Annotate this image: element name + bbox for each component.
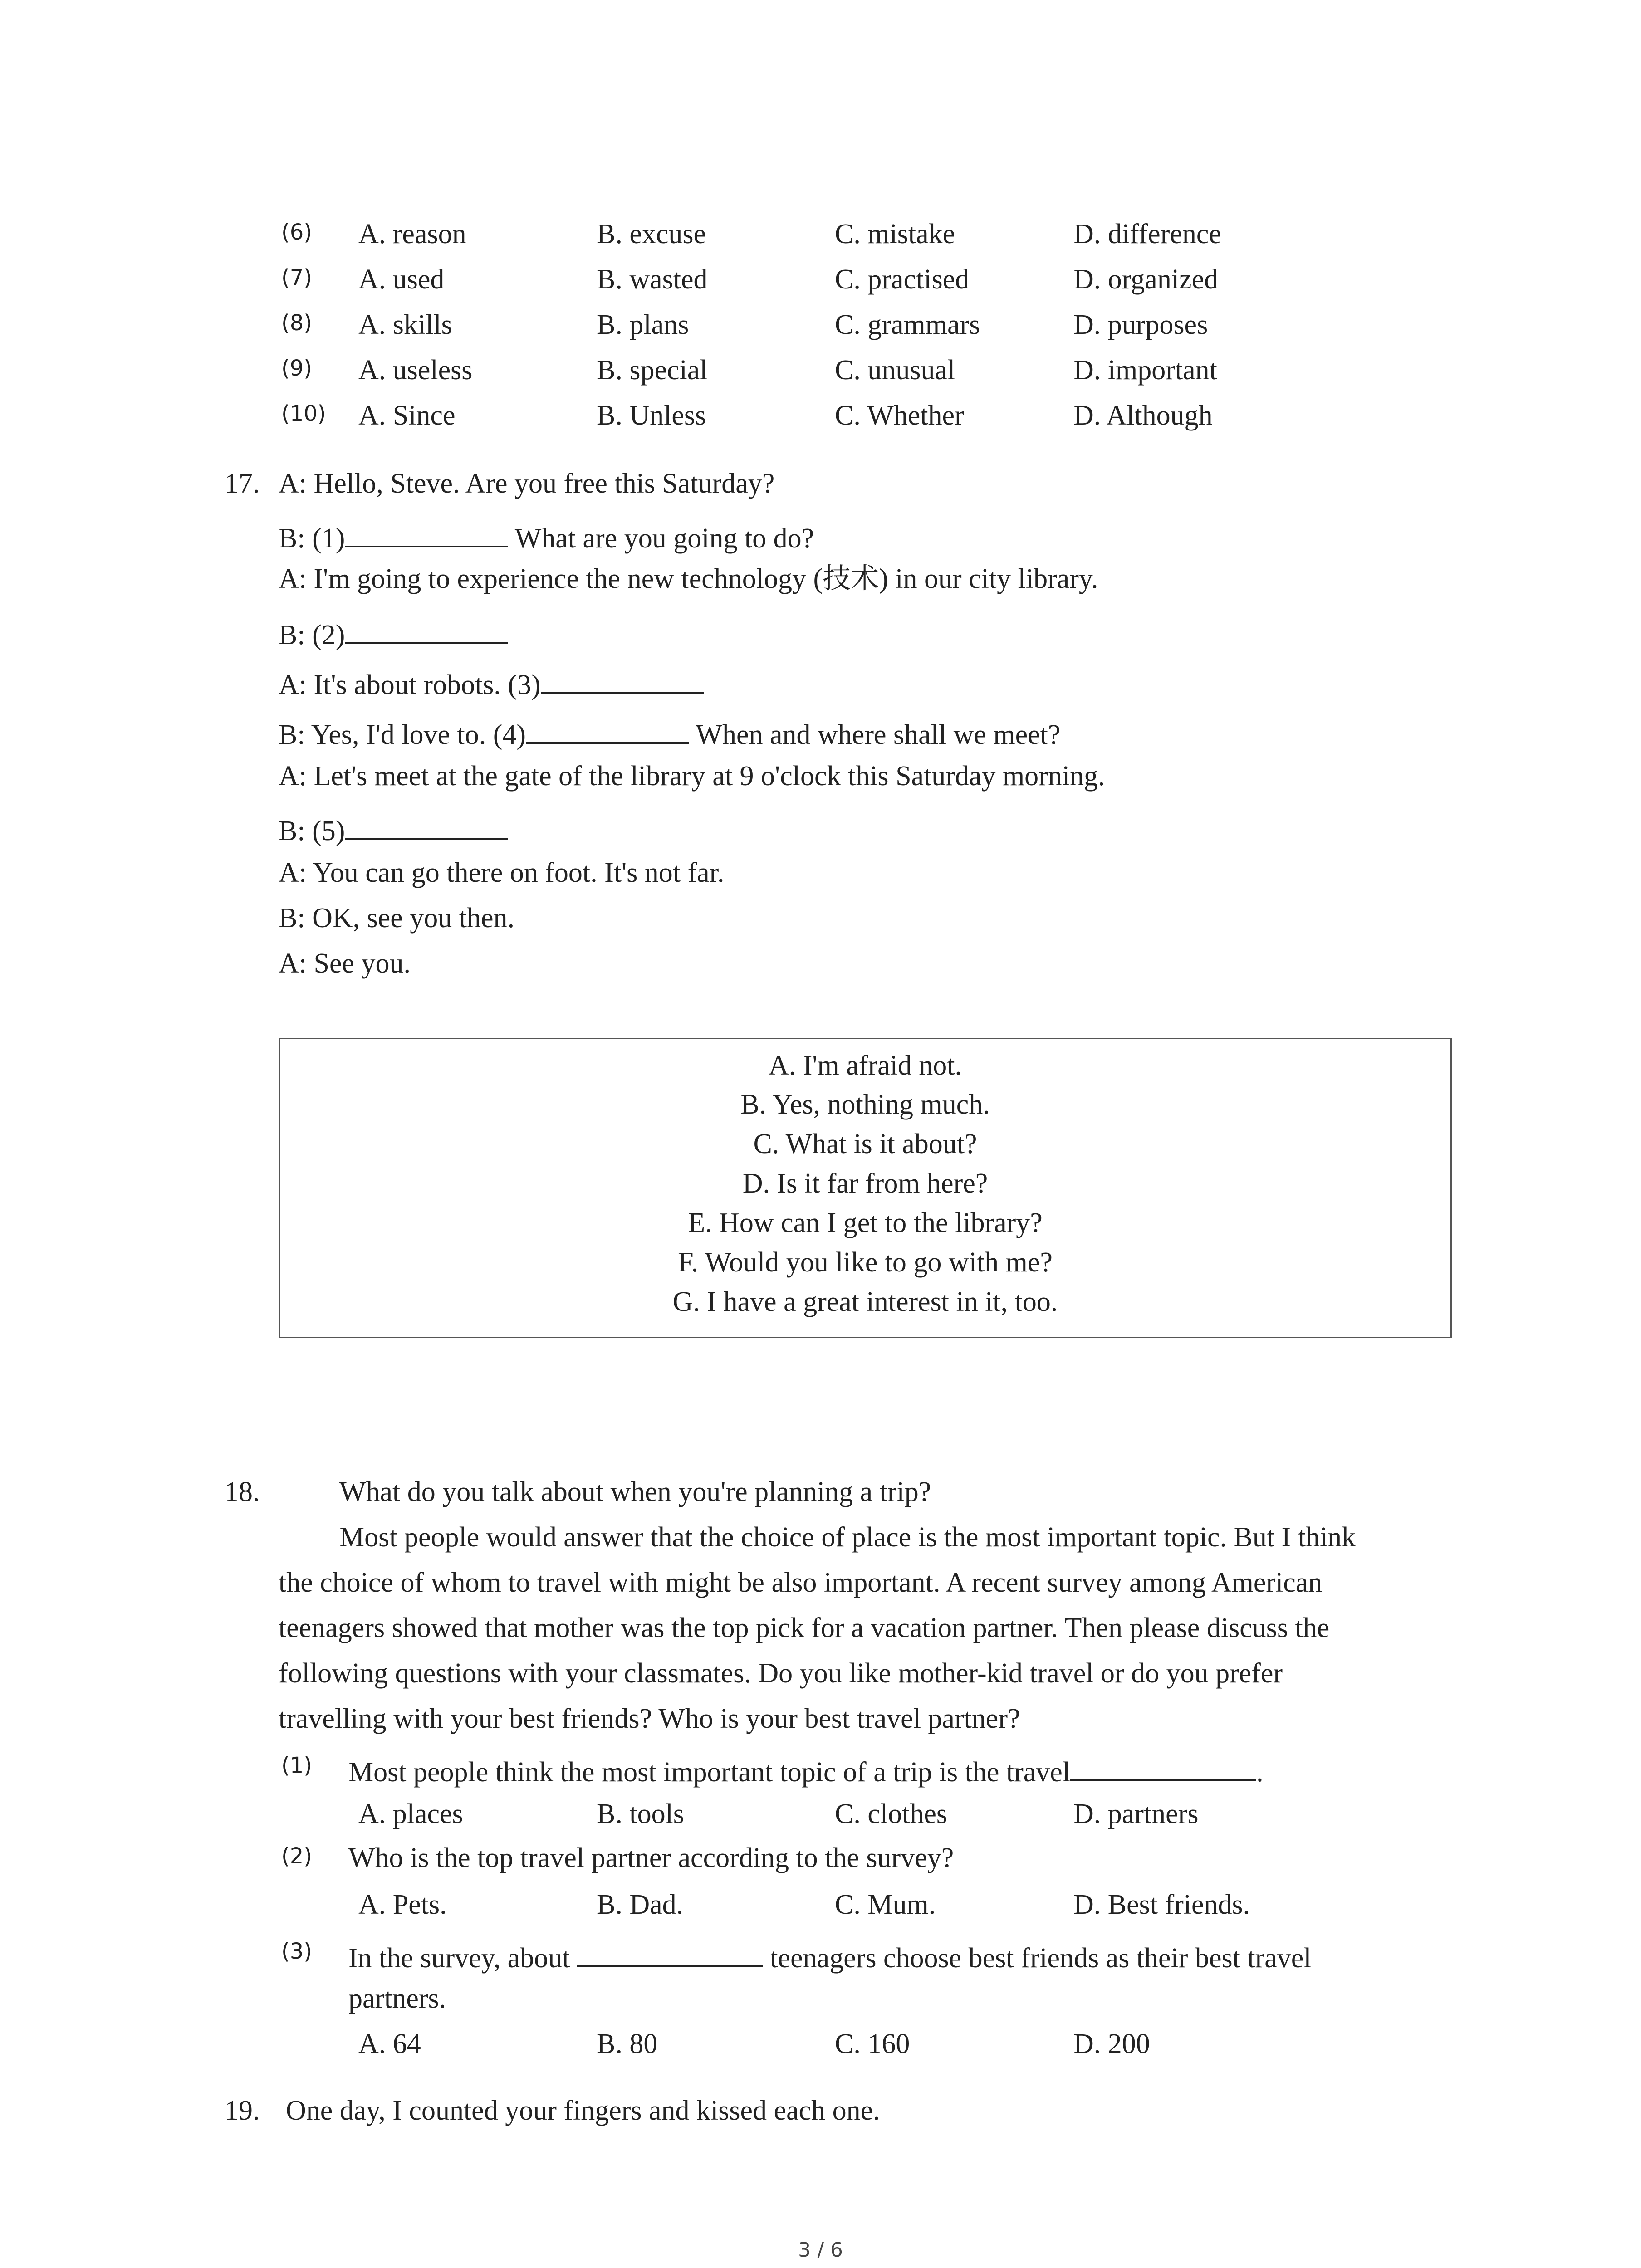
- dialogue-line: [279, 716, 1060, 749]
- passage-line: following questions with your classmates. Do you like mother-kid travel or do you prefer: [279, 1658, 1283, 1689]
- answer-blank[interactable]: [345, 812, 508, 840]
- box-option: D. Is it far from here?: [742, 1168, 988, 1199]
- option: B. plans: [597, 309, 689, 340]
- passage-line: Most people would answer that the choice of place is the most important topic. But I think: [339, 1522, 1356, 1553]
- dialogue-text: What are you going to do?: [514, 523, 814, 554]
- option: B. special: [597, 355, 708, 386]
- dialogue-text: B: Yes, I'd love to. (4): [279, 719, 526, 750]
- box-option: E. How can I get to the library?: [688, 1207, 1043, 1238]
- page-number: 3 / 6: [798, 2239, 843, 2262]
- item-number: (10): [281, 401, 326, 426]
- option: D. partners: [1073, 1799, 1199, 1829]
- question-number: 17.: [225, 468, 260, 499]
- dialogue-text: B: (5): [279, 816, 345, 846]
- answer-blank[interactable]: [345, 519, 508, 547]
- item-number: (1): [281, 1753, 312, 1778]
- dialogue-line: B: OK, see you then.: [279, 903, 515, 934]
- box-option: A. I'm afraid not.: [768, 1050, 962, 1081]
- option: A. skills: [358, 309, 452, 340]
- option: D. difference: [1073, 219, 1221, 249]
- options-box: [279, 1038, 1452, 1338]
- sub-question-text: partners.: [348, 1983, 446, 2014]
- option: B. wasted: [597, 264, 708, 295]
- option: A. used: [358, 264, 445, 295]
- question-number: 19.: [225, 2095, 260, 2126]
- question-number: 18.: [225, 1476, 260, 1507]
- dialogue-text: A: It's about robots. (3): [279, 670, 541, 700]
- sub-question-text: Most people think the most important topic of a trip is the travel: [348, 1757, 1071, 1788]
- sub-question-text: teenagers choose best friends as their best travel: [770, 1943, 1312, 1974]
- passage-heading: What do you talk about when you're planning a trip?: [339, 1476, 931, 1507]
- dialogue-line: [279, 812, 508, 845]
- option: A. useless: [358, 355, 473, 386]
- box-option: G. I have a great interest in it, too.: [672, 1286, 1058, 1317]
- dialogue-line: A: Let's meet at the gate of the library at 9 o'clock this Saturday morning.: [279, 761, 1105, 792]
- option: D. organized: [1073, 264, 1219, 295]
- option: D. important: [1073, 355, 1217, 386]
- option: C. mistake: [835, 219, 955, 249]
- sub-question: [348, 1753, 1264, 1786]
- option: D. purposes: [1073, 309, 1208, 340]
- option: C. unusual: [835, 355, 955, 386]
- option: B. excuse: [597, 219, 706, 249]
- dialogue-line: [279, 519, 814, 552]
- question-text: One day, I counted your fingers and kissed each one.: [286, 2095, 880, 2126]
- dialogue-line: [279, 666, 704, 699]
- item-number: (2): [281, 1843, 312, 1869]
- option: A. Since: [358, 400, 456, 431]
- dialogue-line: A: Hello, Steve. Are you free this Saturday?: [279, 468, 775, 499]
- sub-question-text: Who is the top travel partner according to the survey?: [348, 1843, 954, 1873]
- option: A. Pets.: [358, 1889, 447, 1920]
- sub-question-end: .: [1256, 1757, 1264, 1788]
- sub-question-text: In the survey, about: [348, 1943, 570, 1974]
- option: B. 80: [597, 2028, 658, 2059]
- option: C. grammars: [835, 309, 980, 340]
- passage-line: teenagers showed that mother was the top pick for a vacation partner. Then please discuss the: [279, 1613, 1330, 1643]
- option: C. 160: [835, 2028, 910, 2059]
- option: C. practised: [835, 264, 970, 295]
- option: C. Mum.: [835, 1889, 936, 1920]
- dialogue-line: [279, 616, 508, 649]
- item-number: (9): [281, 356, 312, 381]
- option: C. Whether: [835, 400, 964, 431]
- option: D. 200: [1073, 2028, 1150, 2059]
- dialogue-text: When and where shall we meet?: [696, 719, 1061, 750]
- dialogue-line: A: You can go there on foot. It's not far.: [279, 857, 725, 888]
- option: B. Dad.: [597, 1889, 684, 1920]
- option: A. reason: [358, 219, 466, 249]
- dialogue-line: A: I'm going to experience the new technology (技术) in our city library.: [279, 563, 1098, 594]
- passage-line: the choice of whom to travel with might be also important. A recent survey among American: [279, 1567, 1323, 1598]
- dialogue-text: B: (2): [279, 620, 345, 650]
- option: C. clothes: [835, 1799, 947, 1829]
- item-number: (8): [281, 310, 312, 336]
- item-number: (6): [281, 220, 312, 245]
- answer-blank[interactable]: [1070, 1753, 1256, 1781]
- option: B. tools: [597, 1799, 684, 1829]
- option: B. Unless: [597, 400, 706, 431]
- box-option: B. Yes, nothing much.: [740, 1089, 990, 1120]
- answer-blank[interactable]: [577, 1939, 763, 1967]
- item-number: (7): [281, 265, 312, 290]
- box-option: F. Would you like to go with me?: [678, 1247, 1053, 1278]
- option: A. places: [358, 1799, 463, 1829]
- answer-blank[interactable]: [526, 716, 689, 744]
- option: D. Although: [1073, 400, 1213, 431]
- dialogue-text: B: (1): [279, 523, 345, 554]
- box-option: C. What is it about?: [753, 1129, 977, 1159]
- passage-line: travelling with your best friends? Who is your best travel partner?: [279, 1703, 1020, 1734]
- dialogue-line: A: See you.: [279, 948, 411, 979]
- option: D. Best friends.: [1073, 1889, 1250, 1920]
- answer-blank[interactable]: [541, 666, 704, 694]
- option: A. 64: [358, 2028, 421, 2059]
- answer-blank[interactable]: [345, 616, 508, 644]
- sub-question: [348, 1939, 1311, 1972]
- item-number: (3): [281, 1939, 312, 1964]
